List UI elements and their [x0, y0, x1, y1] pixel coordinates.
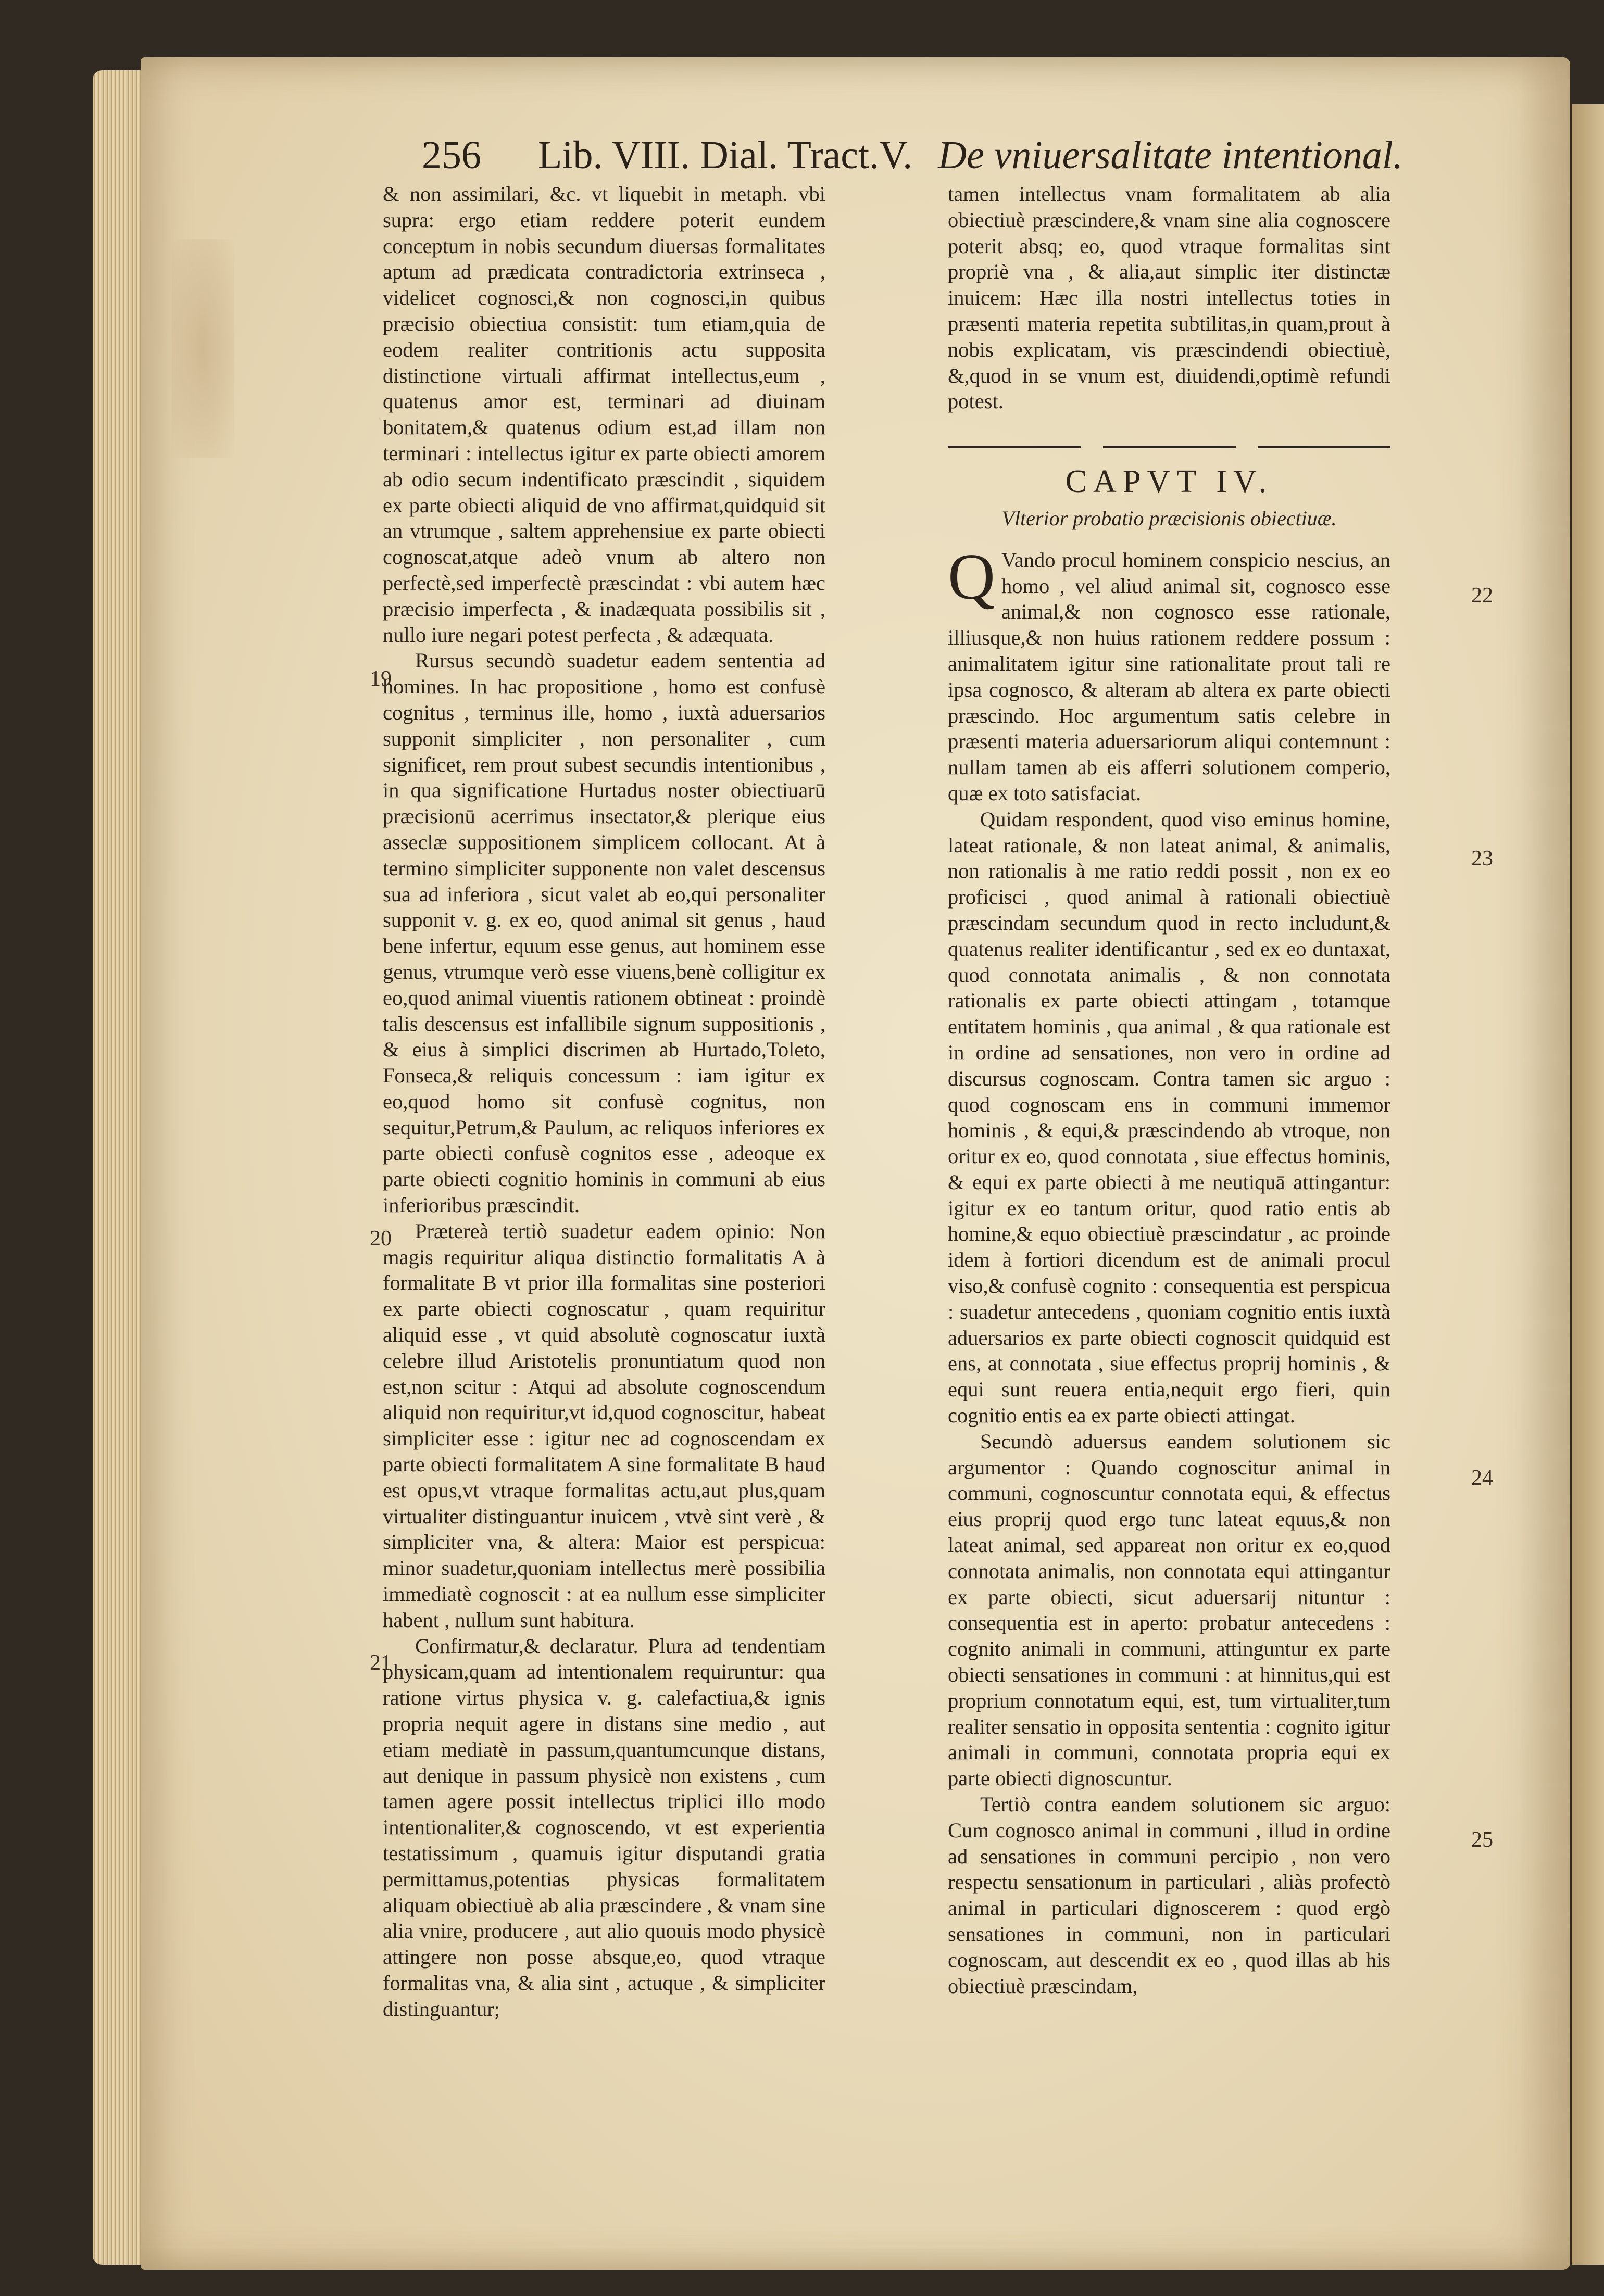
paragraph-text: Vando procul hominem conspicio nescius, an homo , vel aliud animal sit, cognosco esse animal,& non cognosco esse rationale, illiusque,& non huius rationem reddere possum : animalitatem igitur sine rationalitate prout tali re ipsa cognosco, & alteram ab altera ex parte obiecti præscindo. Hoc argumentum satis celebre in præsenti materia aduersariorum aliqui contemnunt : nullam tamen ab eis afferri solutionem comperio, quæ ex toto satisfaciat.	[948, 548, 1390, 805]
book-division: Lib. VIII. Dial. Tract.V.	[538, 133, 913, 177]
margin-number: 23	[1471, 847, 1493, 871]
margin-number: 20	[370, 1227, 392, 1251]
paragraph: & non assimilari, &c. vt liquebit in metaph. vbi supra: ergo etiam reddere poterit eundem conceptum in nobis secundum diuersas formalitates aptum ad prædicata contradictoria extrinseca , videlicet cognosci,& non cognosci,in quibus præcisio obiectiua consistit: tum etiam,quia de eodem realiter contritionis actu supposita distinctione virtuali affirmat intellectus,eum , quatenus amor est, terminari ad diuinam bonitatem,& quatenus odium est,ad illam non terminari : intellectus igitur ex parte obiecti amorem ab odio secum indentificato præscindit , siquidem ex parte obiecti aliquid de vno affirmat,quidquid sit an vtrumque , saltem apprehensiue ex parte obiecti cognoscat,atque adeò vnum ab altero non perfectè,sed imperfectè præscindat : vbi autem hæc præcisio imperfecta , & inadæquata possibilis sit , nullo iure negari potest perfecta , & adæquata.	[383, 182, 825, 647]
divider-rule	[1103, 446, 1236, 448]
paragraph	[948, 540, 1390, 806]
paragraph: Quidam respondent, quod viso eminus homine, lateat rationale, & non lateat animal, & animalis, non rationalis à me ratio reddi possit , non ex eo proficisci , quod animal à rationali obiectiuè præscindam secundum quod in recto includunt,& quatenus realiter identificantur , sed ex eo duntaxat, quod connotata animalis , & non connotata rationalis ex parte obiecti attingam , totamque entitatem hominis , qua animal , & qua rationale est in ordine ad sensationes, non vero in ordine ad discursus cognoscam. Contra tamen sic arguo : quod cognoscam ens in communi immemor hominis , & equi,& præscindendo ab vtroque, non oritur ex eo, quod connotata , siue effectus hominis, & equi ex parte obiecti à me neutiquā attingantur: igitur ex eo tantum oritur, quod ratio entis ab homine,& equo obiectiuè præscindatur , ac proinde idem à fortiori dicendum est de animali procul viso,& confusè cognito : consequentia est perspicua : suadetur antecedens , quoniam cognitio entis iuxtà aduersarios ex parte obiecti cognoscit quidquid est ens, at connotata , siue effectus proprij hominis , & equi sunt reuera entia,nequit ergo fieri, quin cognitio entis ea ex parte obiecti attingat.	[948, 807, 1390, 1428]
section-divider	[948, 446, 1390, 448]
paragraph: Confirmatur,& declaratur. Plura ad tendentiam physicam,quam ad intentionalem requiruntur: qua ratione virtus physica v. g. calefactiua,& ignis propria nequit agere in distans sine medio , aut etiam mediatè in passum,quantumcunque distans, aut denique in passum physicè non existens , cum tamen agere possit intellectus triplici illo modo intentionaliter,& cognoscendo, vt est experientia testatissimum , quamuis igitur disputandi gratia permittamus,potentias physicas formalitatem aliquam obiectiuè ab alia præscindere , & vnam sine alia vnire, producere , aut alio quouis modo physicè attingere non posse absque,eo, quod vtraque formalitas vna, & alia sint , actuque , & simpliciter distinguantur;	[383, 1634, 825, 2021]
margin-number: 22	[1471, 584, 1493, 608]
paragraph: Tertiò contra eandem solutionem sic arguo: Cum cognosco animal in communi , illud in ordine ad sensationes in communi percipio , non vero respectu sensationum in particulari , aliàs profectò animal in particulari dignoscerem : quod ergò sensationes in communi, non in particulari cognoscam, aut descendit ex eo , quod illas ab his obiectiuè præscindam,	[948, 1793, 1390, 1998]
left-column	[383, 181, 825, 2022]
drop-cap: Q	[948, 540, 995, 613]
paragraph: Prætereà tertiò suadetur eadem opinio: Non magis requiritur aliqua distinctio formalitatis A à formalitate B vt prior illa formalitas sine posteriori ex parte obiecti cognoscatur , quam requiritur aliquid esse , vt quid absolutè cognoscatur iuxtà celebre illud Aristotelis pronuntiatum quod non est,non scitur : Atqui ad absolute cognoscendum aliquid non requiritur,vt id,quod cognoscitur, habeat simpliciter esse : igitur nec ad cognoscendam ex parte obiecti formalitatem A sine formalitate B haud est opus,vt vtraque formalitas actu,aut plus,quam virtualiter distinguantur inuicem , vtvè sint verè , & simpliciter vna, & altera: Maior est perspicua: minor suadetur,quoniam intellectus merè possibilia immediatè cognoscit : at ea nullum esse simpliciter habent , nullum sunt habitura.	[383, 1219, 825, 1632]
chapter-subtitle: Vlterior probatio præcisionis obiectiuæ.	[1001, 506, 1337, 530]
paragraph: Rursus secundò suadetur eadem sententia ad homines. In hac propositione , homo est confusè cognitus , terminus ille, homo , iuxtà aduersarios supponit simpliciter , non personaliter , cum significet, rem prout subest secundis intentionibus , in qua significatione Hurtadus noster obiectiuarū præcisionū acerrimus insectator,& plerique eius asseclæ suppositionem simplicem collocant. At à termino simpliciter supponente non valet descensus sua ad inferiora , sicut valet ab eo,qui personaliter supponit v. g. ex eo, quod animal sit genus , haud bene infertur, equum esse genus, aut hominem esse genus, vtrumque verò esse viuens,benè colligitur ex eo,quod animal viuentis rationem obtineat : proindè talis descensus est infallibile signum suppositionis , & eius à simplici discrimen ab Hurtado,Toleto, Fonseca,& reliquis concessum : iam igitur ex eo,quod homo sit confusè cognitus, non sequitur,Petrum,& Paulum, ac reliquos inferiores ex parte obiecti confusè cognitos esse , adeoque ex parte obiecti cognitio hominis in communi ab eius inferioribus præscindit.	[383, 649, 825, 1217]
book-page-edges	[93, 70, 142, 2265]
margin-number: 19	[370, 667, 392, 691]
facing-page-edge	[1572, 104, 1604, 2265]
margin-number: 25	[1471, 1828, 1493, 1852]
margin-number: 21	[370, 1651, 392, 1675]
right-column	[948, 181, 1390, 1999]
divider-rule	[948, 446, 1081, 448]
paragraph: Secundò aduersus eandem solutionem sic argumentor : Quando cognoscitur animal in communi, cognoscuntur connotata equi, & effectus eius proprij quod ergo tunc lateat equus,& non lateat animal, sed appareat non oritur ex eo,quod connotata animalis, non connotata equi attingantur ex parte obiecti, sicut aduersarij nituntur : consequentia est in aperto: probatur antecedens : cognito animali in communi, attinguntur ex parte obiecti sensationes in communi : at hinnitus,qui est proprium connotatum equi, est, tum virtualiter,tum realiter sensatio in opposita sententia : cognito igitur animali in communi, connotata propria equi ex parte obiecti dignoscuntur.	[948, 1429, 1390, 1790]
paper-stain	[172, 239, 234, 458]
margin-number: 24	[1471, 1466, 1493, 1490]
header-subject: De vniuersalitate intentional.	[938, 133, 1404, 177]
page-number: 256	[422, 133, 481, 177]
running-header	[422, 133, 1404, 185]
divider-rule	[1258, 446, 1390, 448]
paragraph: tamen intellectus vnam formalitatem ab alia obiectiuè præscindere,& vnam sine alia cognoscere poterit absq; eo, quod vtraque formalitas sint propriè vna , & alia,aut simplic iter distinctæ inuicem: Hæc illa nostri intellectus toties in præsenti materia repetita subtilitas,in quam,prout à nobis explicatam, vis præscindendi obiectiuè, &,quod in se vnum est, diuidendi,optimè refundi potest.	[948, 182, 1390, 413]
chapter-title: CAPVT IV.	[1065, 464, 1273, 500]
